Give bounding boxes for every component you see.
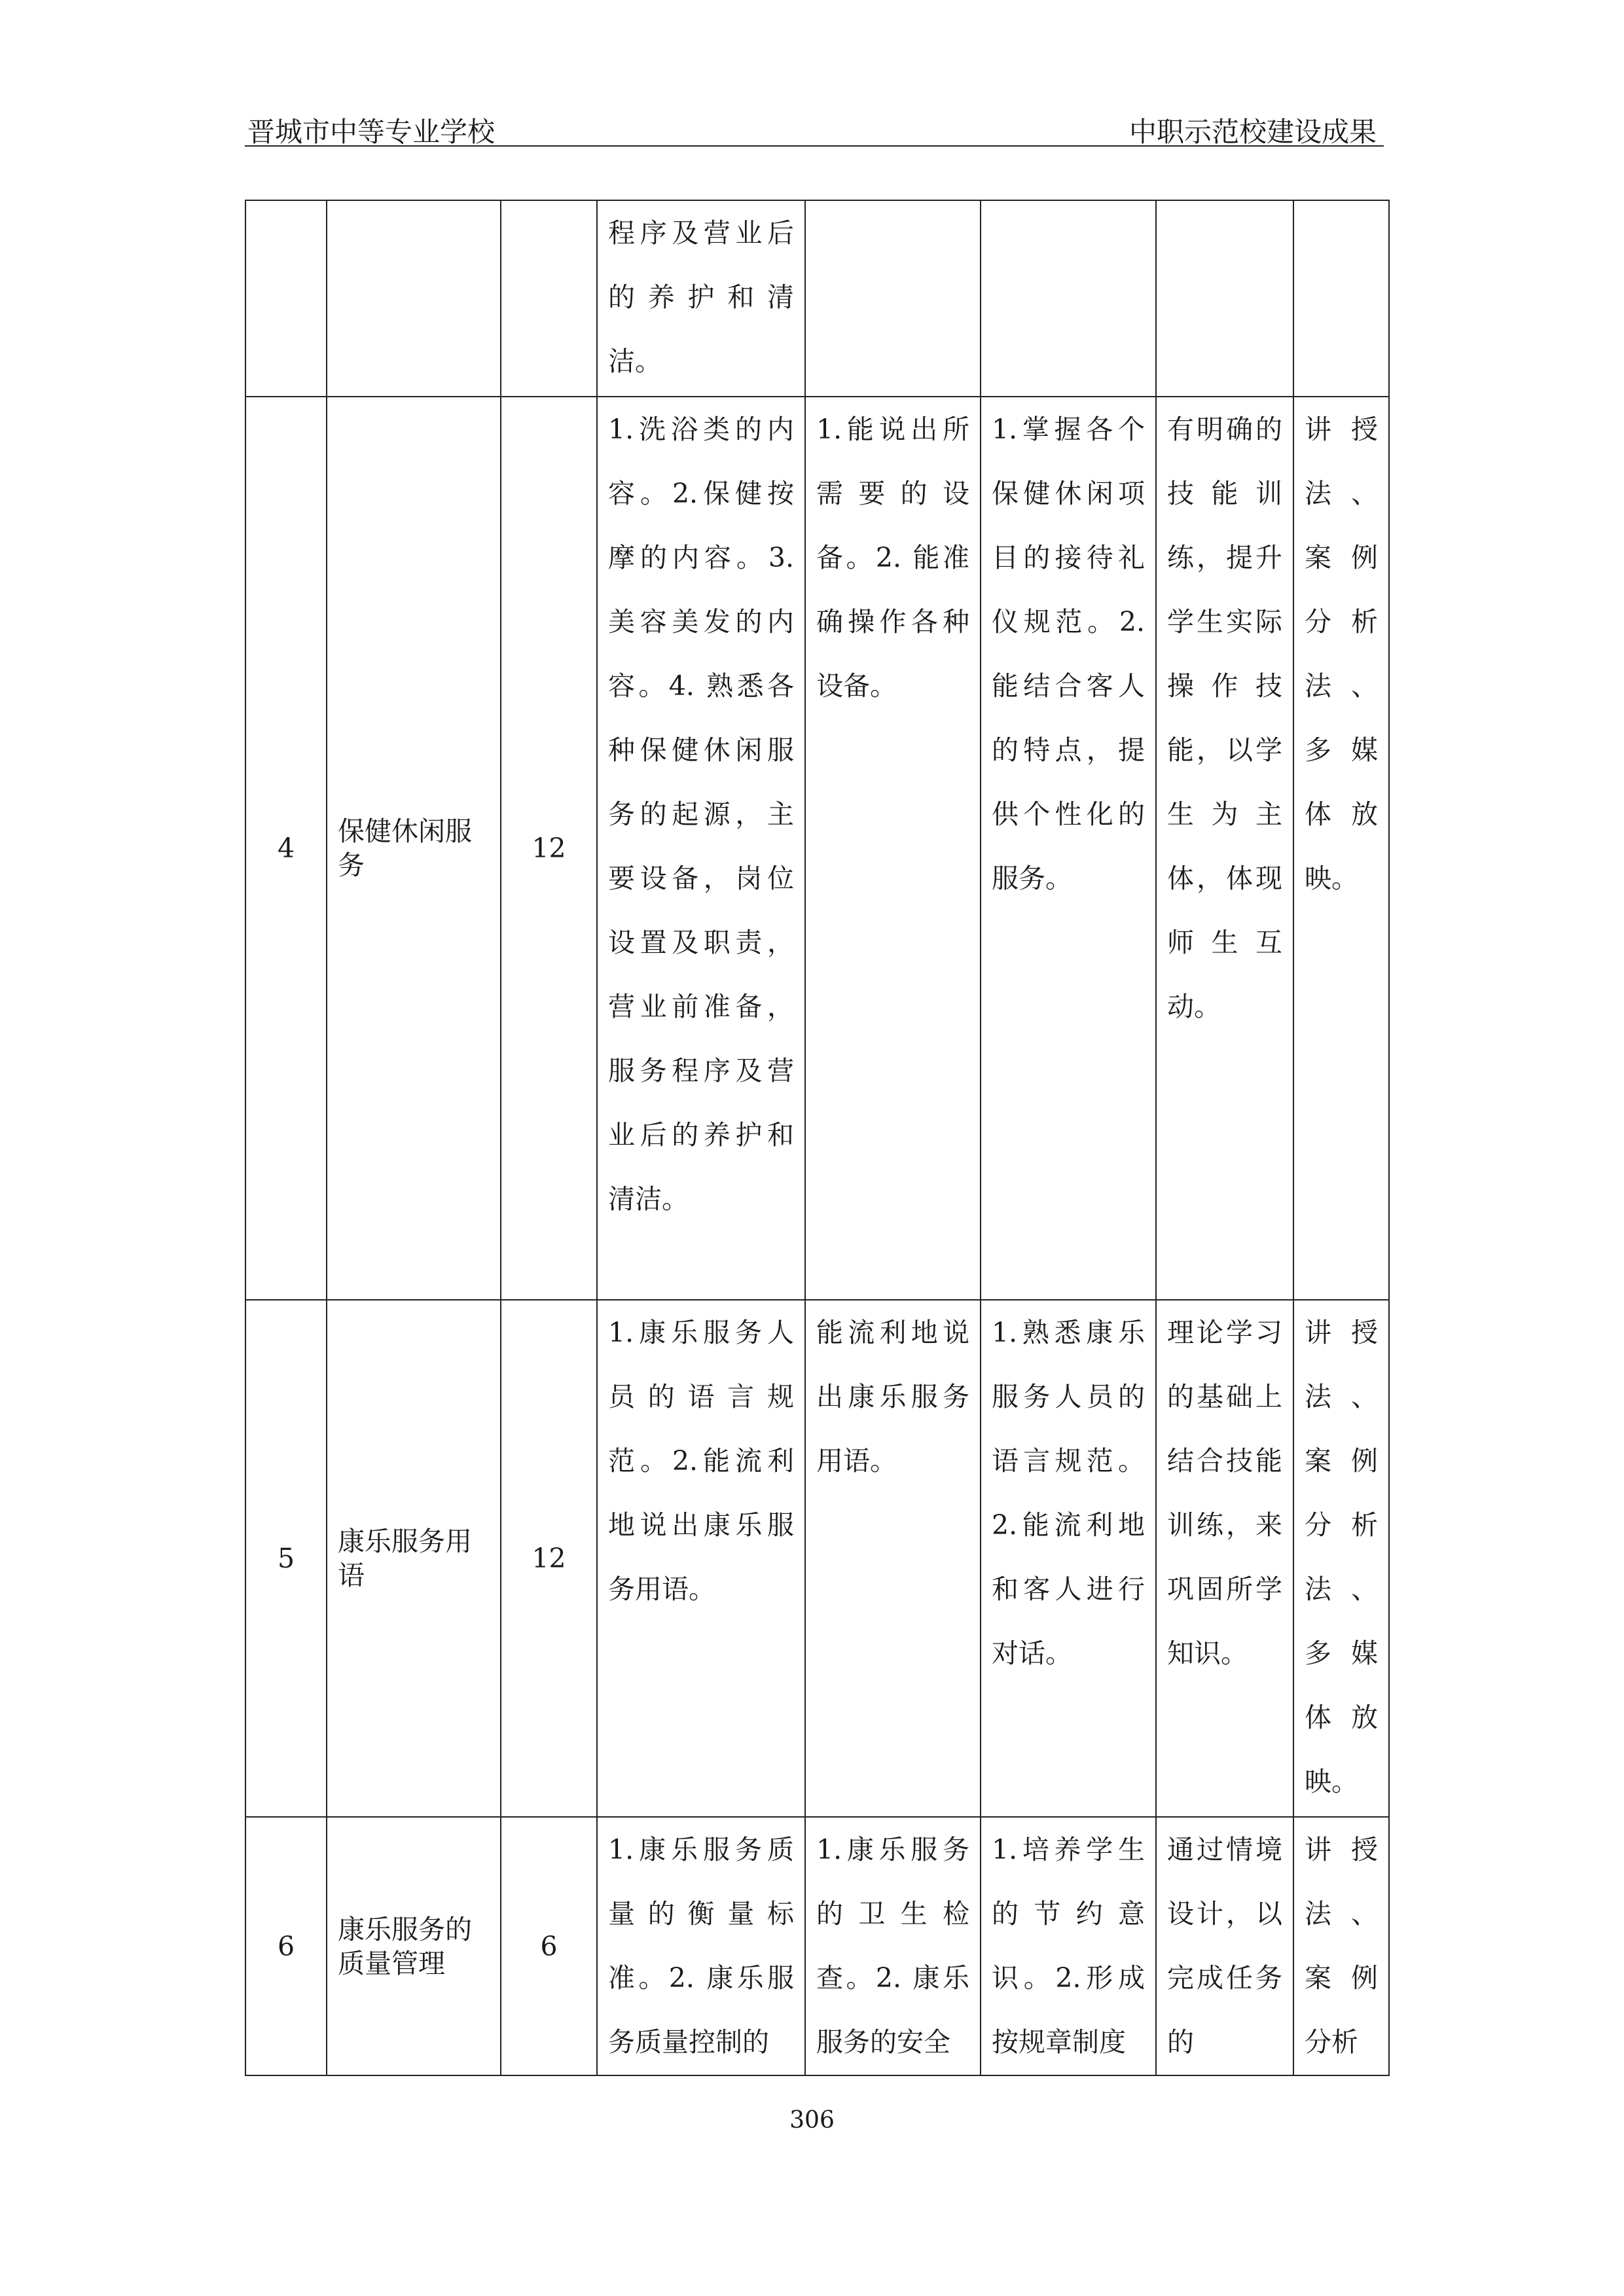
table-row — [245, 397, 1389, 1300]
cell-content: 1.康乐服务人员的语言规范。2.能流利地说出康乐服务用语。 — [597, 1300, 805, 1817]
cell-knowledge: 1.熟悉康乐服务人员的语言规范。2.能流利地和客人进行对话。 — [981, 1300, 1156, 1817]
cell-design: 有明确的技能训练，提升学生实际操作技能，以学生为主体，体现师生互动。 — [1156, 397, 1293, 1300]
cell-knowledge — [981, 200, 1156, 397]
cell-hours: 6 — [501, 1817, 597, 2075]
cell-skill: 1.能说出所需要的设备。2. 能准确操作各种设备。 — [805, 397, 981, 1300]
table-row — [245, 1817, 1389, 2075]
course-table — [245, 200, 1390, 2076]
page-number: 306 — [789, 2107, 835, 2134]
cell-name: 康乐服务用语 — [327, 1300, 501, 1817]
cell-content: 程序及营业后的养护和清洁。 — [597, 200, 805, 397]
cell-hours: 12 — [501, 397, 597, 1300]
cell-skill: 1.康乐服务的卫生检查。2. 康乐服务的安全 — [805, 1817, 981, 2075]
cell-design: 理论学习的基础上结合技能训练，来巩固所学知识。 — [1156, 1300, 1293, 1817]
cell-design — [1156, 200, 1293, 397]
cell-method — [1293, 200, 1389, 397]
header-document-title: 中职示范校建设成果 — [1128, 116, 1377, 148]
cell-name: 保健休闲服务 — [327, 397, 501, 1300]
cell-content: 1.康乐服务质量的衡量标准。2. 康乐服务质量控制的 — [597, 1817, 805, 2075]
cell-no: 5 — [245, 1300, 327, 1817]
cell-knowledge: 1.培养学生的节约意识。2.形成按规章制度 — [981, 1817, 1156, 2075]
cell-no: 6 — [245, 1817, 327, 2075]
header-divider — [245, 145, 1384, 147]
cell-skill — [805, 200, 981, 397]
cell-method: 讲授法、案例分析法、多媒体放映。 — [1293, 397, 1389, 1300]
table-row — [245, 1300, 1389, 1817]
cell-design: 通过情境设计，以完成任务的 — [1156, 1817, 1293, 2075]
table-row — [245, 200, 1389, 397]
cell-skill: 能流利地说出康乐服务用语。 — [805, 1300, 981, 1817]
cell-name: 康乐服务的质量管理 — [327, 1817, 501, 2075]
cell-no — [245, 200, 327, 397]
cell-knowledge: 1.掌握各个保健休闲项目的接待礼仪规范。2.能结合客人的特点，提供个性化的服务。 — [981, 397, 1156, 1300]
cell-hours — [501, 200, 597, 397]
cell-no: 4 — [245, 397, 327, 1300]
cell-content: 1.洗浴类的内容。2.保健按摩的内容。3.美容美发的内容。4. 熟悉各种保健休闲服务的起源，主要设备，岗位设置及职责，营业前准备，服务程序及营业后的养护和清洁。 — [597, 397, 805, 1300]
cell-method: 讲授法、案例分析 — [1293, 1817, 1389, 2075]
header-school-name: 晋城市中等专业学校 — [247, 116, 496, 148]
cell-hours: 12 — [501, 1300, 597, 1817]
cell-method: 讲授法、案例分析法、多媒体放映。 — [1293, 1300, 1389, 1817]
cell-name — [327, 200, 501, 397]
